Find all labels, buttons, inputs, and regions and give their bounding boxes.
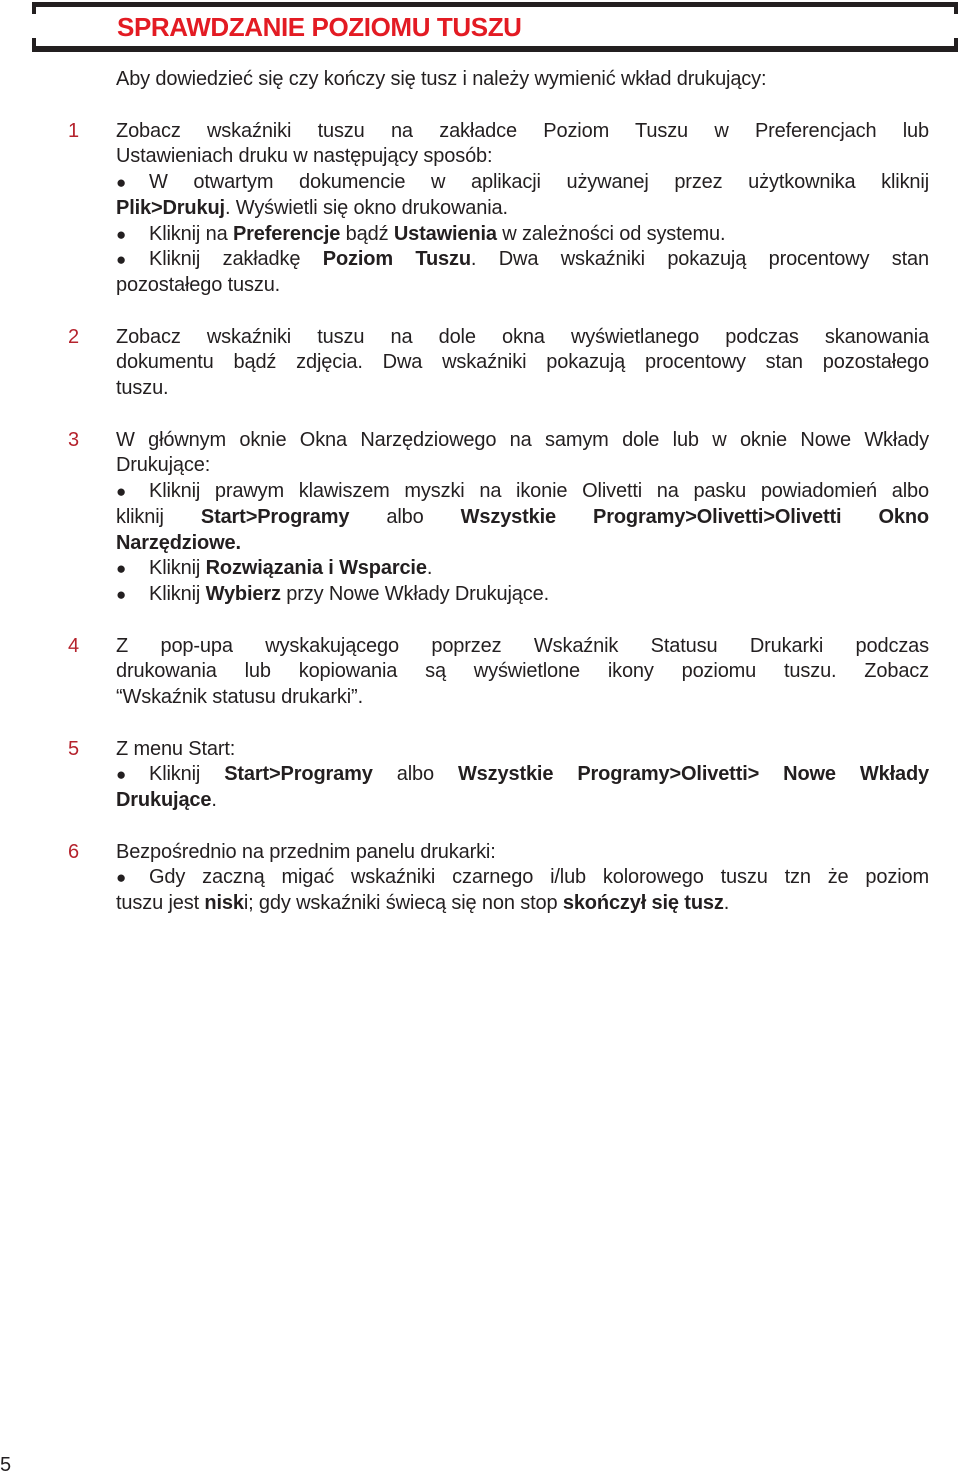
page-title: SPRAWDZANIE POZIOMU TUSZU	[117, 12, 522, 42]
text-line	[116, 376, 929, 402]
text-line	[116, 685, 929, 711]
text-run: Gdy zaczną migać wskaźniki czarnego i/lub kolorowego tuszu tzn że poziom	[149, 866, 929, 889]
text-line	[116, 170, 929, 196]
document-body	[68, 67, 930, 943]
step-number: 1	[68, 119, 80, 142]
text-run: W głównym oknie Okna Narzędziowego na samym dole lub w oknie Nowe Wkłady	[116, 428, 929, 451]
step-number: 4	[68, 634, 80, 657]
text-run: pozostałego tuszu.	[116, 274, 281, 296]
text-line	[116, 196, 929, 222]
text-run: Drukujące:	[116, 454, 211, 477]
text-run: Kliknij	[149, 557, 206, 580]
step-item	[68, 325, 929, 402]
step-item	[68, 119, 929, 299]
bold-text: skończył się tusz	[562, 892, 724, 914]
bold-text: Drukujące	[116, 789, 212, 811]
bullet-icon: ●	[116, 224, 127, 244]
text-line	[116, 531, 929, 557]
intro-paragraph	[116, 67, 929, 93]
text-run: .	[211, 789, 217, 811]
header-bottom-right-tick	[954, 38, 958, 52]
bullet-icon: ●	[116, 559, 127, 579]
text-run: .	[723, 892, 730, 914]
text-run: Z pop-upa wyskakującego poprzez Wskaźnik Statusu Drukarki podczas	[116, 634, 929, 657]
text-line	[116, 891, 929, 917]
text-line	[116, 788, 929, 814]
step-item	[68, 428, 929, 608]
bullet-icon: ●	[116, 250, 127, 270]
text-run: “Wskaźnik statusu drukarki”.	[116, 686, 363, 708]
text-line	[116, 582, 929, 608]
bullet-icon: ●	[116, 173, 127, 192]
text-run: bądź	[340, 222, 394, 245]
bullet-icon: ●	[116, 765, 127, 785]
text-line	[116, 556, 929, 582]
text-run: . Wyświetli się okno drukowania.	[224, 196, 508, 219]
text-run: Zobacz wskaźniki tuszu na zakładce Poziom Tuszu w Preferencjach lub	[116, 119, 929, 142]
step-item	[68, 737, 930, 814]
text-run: kliknij	[116, 505, 201, 528]
page-number: 5	[0, 1454, 12, 1476]
bold-text: Plik>Drukuj	[116, 196, 225, 219]
step-item	[68, 840, 929, 917]
bold-text: Wszystkie Programy>Olivetti> Nowe Wkłady	[457, 763, 930, 786]
text-run: Z menu Start:	[116, 737, 236, 760]
bold-text: Ustawienia	[393, 222, 497, 245]
text-line	[116, 325, 929, 351]
text-line	[116, 840, 929, 866]
bold-text: Wybierz	[205, 583, 281, 605]
step-item	[68, 634, 929, 711]
text-run: Kliknij prawym klawiszem myszki na ikonie Olivetti na pasku powiadomień albo	[149, 480, 929, 502]
text-line	[116, 222, 929, 248]
text-run: w zależności od systemu.	[496, 222, 726, 245]
bold-text: Narzędziowe.	[116, 531, 241, 554]
text-line	[116, 119, 929, 145]
bold-text: Poziom Tuszu	[322, 248, 471, 271]
bold-text: Start>Programy	[224, 763, 373, 786]
header-top-rule	[32, 2, 958, 7]
text-line	[116, 67, 929, 93]
text-line	[116, 659, 929, 685]
text-line	[116, 144, 929, 170]
text-run: dokumentu bądź zdjęcia. Dwa wskaźniki pokazują procentowy stan pozostałego	[116, 351, 929, 374]
header-top-right-tick	[954, 2, 958, 14]
bold-text: Wszystkie Programy>Olivetti>Olivetti Okno	[460, 505, 929, 528]
bullet-icon: ●	[116, 868, 127, 888]
text-run: Aby dowiedzieć się czy kończy się tusz i należy wymienić wkład drukujący:	[116, 68, 767, 90]
text-line	[116, 865, 929, 891]
text-run: Ustawieniach druku w następujący sposób:	[116, 145, 493, 168]
text-run: tuszu jest	[116, 892, 205, 914]
text-line	[116, 479, 929, 505]
header-bottom-rule	[32, 46, 958, 52]
step-number: 3	[68, 428, 80, 451]
text-line	[116, 505, 929, 531]
text-run: Zobacz wskaźniki tuszu na dole okna wyświetlanego podczas skanowania	[116, 325, 929, 348]
text-run: przy Nowe Wkłady Drukujące.	[280, 583, 549, 605]
text-line	[116, 273, 929, 299]
text-run: tuszu.	[116, 377, 169, 399]
text-run: Bezpośrednio na przednim panelu drukarki:	[116, 840, 496, 863]
text-run: Kliknij	[149, 763, 225, 786]
text-run: albo	[372, 763, 458, 786]
text-run: . Dwa wskaźniki pokazują procentowy stan	[470, 248, 929, 271]
text-run: .	[426, 557, 433, 580]
bullet-icon: ●	[116, 585, 127, 604]
text-line	[116, 247, 929, 273]
bold-text: Start>Programy	[200, 505, 350, 528]
text-line	[116, 634, 929, 660]
bold-text: Rozwiązania i Wsparcie	[205, 557, 427, 580]
step-number: 5	[68, 737, 80, 760]
text-run: drukowania lub kopiowania są wyświetlone ikony poziomu tuszu. Zobacz	[116, 660, 929, 683]
text-line	[116, 762, 929, 788]
text-line	[116, 453, 929, 479]
text-run: W otwartym dokumencie w aplikacji używanej przez użytkownika kliknij	[149, 171, 929, 193]
bold-text: Preferencje	[232, 222, 341, 245]
step-number: 6	[68, 840, 80, 863]
text-run: i; gdy wskaźniki świecą się non stop	[243, 892, 563, 914]
text-line	[116, 350, 929, 376]
bold-text: nisk	[204, 892, 244, 914]
text-run: Kliknij	[149, 583, 206, 605]
header-bottom-left-tick	[32, 38, 36, 52]
text-line	[116, 428, 929, 454]
step-number: 2	[68, 325, 80, 348]
text-line	[116, 737, 929, 763]
text-run: albo	[349, 505, 461, 528]
header-top-left-tick	[32, 2, 36, 14]
text-run: Kliknij zakładkę	[149, 248, 323, 271]
text-run: Kliknij na	[149, 222, 233, 245]
bullet-icon: ●	[116, 482, 127, 501]
